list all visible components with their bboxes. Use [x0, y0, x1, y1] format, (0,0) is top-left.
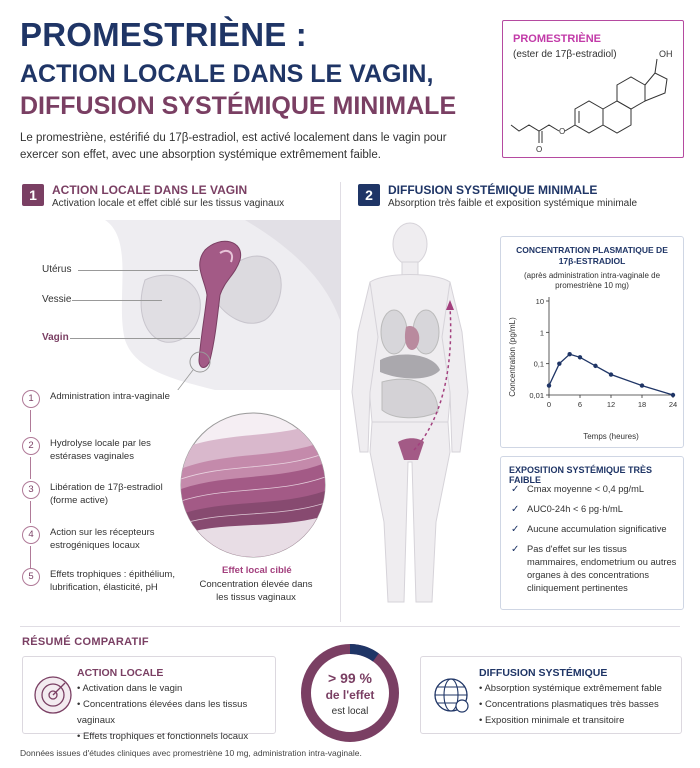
local-action-item: • Concentrations élevées dans les tissus vaginaux [77, 699, 248, 726]
check-icon: ✓ [511, 544, 520, 555]
step-4-number: 4 [22, 526, 40, 544]
chart-axes [549, 297, 673, 395]
section1-subtitle: Activation locale et effet ciblé sur les tissus vaginaux [52, 198, 285, 209]
systemic-card [420, 656, 682, 734]
chart-title: CONCENTRATION PLASMATIQUE DE 17β-ESTRADIOL [516, 245, 668, 266]
chart-xlabel: Temps (heures) [583, 432, 639, 441]
chart-point [609, 372, 613, 376]
local-action-item-text: Activation dans le vagin [82, 683, 183, 694]
step-5-text: Effets trophiques : épithélium, lubrification, élasticité, pH [50, 569, 175, 593]
chart-point [593, 364, 597, 368]
page-title-line2: ACTION LOCALE DANS LE VAGIN, [20, 60, 434, 88]
local-action-list [77, 681, 272, 745]
chart-x-tick-label: 18 [637, 400, 647, 409]
local-effect-donut [285, 638, 415, 748]
systemic-item-text: Exposition minimale et transitoire [484, 715, 625, 726]
chart-y-tick-label: 1 [539, 328, 544, 338]
summary-divider [20, 626, 680, 627]
chart-ticks [529, 297, 677, 409]
summary-title: RÉSUMÉ COMPARATIF [22, 636, 149, 648]
molecule-title: PROMESTRIÈNE [513, 33, 602, 45]
uterus-leader-line [78, 270, 198, 271]
chart-x-tick-label: 6 [577, 400, 583, 409]
exposure-box [500, 456, 684, 610]
chart-x-tick-label: 24 [668, 400, 678, 409]
step-1-text: Administration intra-vaginale [50, 391, 170, 402]
exposure-item-text: Pas d'effet sur les tissus mammaires, endometrium ou autres organes à des concentrations cliniquement pertinentes [527, 544, 677, 593]
section2-subtitle: Absorption très faible et exposition systémique minimale [388, 198, 638, 209]
check-icon: ✓ [511, 504, 520, 515]
systemic-item: • Concentrations plasmatiques très basses [479, 699, 659, 710]
effect-text: Concentration élevée dans les tissus vaginaux [199, 579, 313, 603]
donut-line3: est local [331, 706, 369, 717]
chart-y-tick-label: 0,1 [533, 359, 544, 369]
step-3-number: 3 [22, 481, 40, 499]
systemic-list [479, 681, 679, 729]
page-title-line3: DIFFUSION SYSTÉMIQUE MINIMALE [20, 92, 457, 120]
molecule-structure-diagram [503, 21, 683, 157]
globe-icon [431, 675, 471, 715]
plasma-concentration-chart [500, 236, 684, 448]
check-icon: ✓ [511, 484, 520, 495]
intro-text: Le promestriène, estérifié du 17β-estradiol, est activé localement dans le vagin pour exercer son effet, avec une absorption systémique extrêmement faible. [20, 132, 447, 161]
chart-x-tick-label: 0 [546, 400, 552, 409]
step-4-text: Action sur les récepteurs estrogéniques locaux [50, 527, 155, 551]
footnote: Données issues d'études cliniques avec promestriène 10 mg, administration intra-vaginale. [20, 748, 362, 758]
chart-point [547, 383, 551, 387]
section-divider [340, 182, 341, 622]
section1-title: ACTION LOCALE DANS LE VAGIN [52, 183, 248, 197]
step-1-number: 1 [22, 390, 40, 408]
section1-number: 1 [22, 184, 44, 206]
step-2-text: Hydrolyse locale par les estérases vaginales [50, 438, 151, 462]
donut-value: > 99 % [328, 670, 372, 686]
local-action-title: ACTION LOCALE [77, 667, 164, 679]
tissue-magnification-illustration [178, 410, 328, 560]
pelvic-anatomy-illustration [95, 220, 340, 390]
page-title-line1: PROMESTRIÈNE : [20, 16, 307, 53]
systemic-item: • Absorption systémique extrêmement fable [479, 683, 662, 694]
chart-point [640, 383, 644, 387]
chart-x-tick-label: 12 [606, 400, 616, 409]
step-5-number: 5 [22, 568, 40, 586]
ether-o-label: O [559, 127, 566, 136]
systemic-item: • Exposition minimale et transitoire [479, 715, 625, 726]
local-action-card [22, 656, 276, 742]
effect-title: Effet local ciblé [222, 565, 292, 576]
step-arrow [30, 457, 31, 479]
chart-y-tick-label: 0,01 [529, 391, 544, 400]
chart-point [578, 355, 582, 359]
label-bladder: Vessie [42, 294, 72, 305]
local-action-item-text: Effets trophiques et fonctionnels locaux [82, 731, 249, 742]
donut-line2: de l'effet [325, 688, 375, 702]
local-action-item-text: Concentrations élevées dans les tissus vaginaux [77, 699, 248, 726]
local-action-item: • Activation dans le vagin [77, 683, 183, 694]
step-arrow [30, 546, 31, 568]
label-uterus: Utérus [42, 264, 72, 275]
section2-number: 2 [358, 184, 380, 206]
step-3-text: Libération de 17β-estradiol (forme active) [50, 482, 163, 506]
check-icon: ✓ [511, 524, 520, 535]
molecule-subtitle: (ester de 17β-estradiol) [513, 49, 617, 60]
systemic-title: DIFFUSION SYSTÉMIQUE [479, 667, 608, 679]
chart-y-tick-label: 10 [535, 297, 544, 306]
chart-point [557, 361, 561, 365]
carbonyl-o-label: O [536, 145, 543, 154]
section2-title: DIFFUSION SYSTÉMIQUE MINIMALE [388, 183, 598, 197]
target-icon [33, 675, 73, 715]
vagina-leader-line [70, 338, 200, 339]
exposure-item-text: Cmax moyenne < 0,4 pg/mL [527, 484, 645, 494]
exposure-title: EXPOSITION SYSTÉMIQUE TRÈS FAIBLE [509, 465, 653, 485]
step-2-number: 2 [22, 437, 40, 455]
chart-point [567, 352, 571, 356]
chart-point [671, 393, 675, 397]
systemic-item-text: Concentrations plasmatiques très basses [484, 699, 659, 710]
chart-ylabel: Concentration (pg/mL) [508, 317, 517, 397]
molecule-box [502, 20, 684, 158]
body-illustration [350, 222, 490, 620]
exposure-item-text: AUC0-24h < 6 pg·h/mL [527, 504, 623, 514]
step-arrow [30, 501, 31, 523]
step-arrow [30, 410, 31, 432]
chart-subtitle: (après administration intra-vaginale de promestriène 10 mg) [523, 271, 661, 290]
label-vagina: Vagin [42, 332, 69, 343]
oh-label: OH [659, 49, 673, 59]
exposure-item-text: Aucune accumulation significative [527, 524, 667, 534]
local-action-item: • Effets trophiques et fonctionnels locaux [77, 731, 249, 742]
bladder-leader-line [72, 300, 162, 301]
chart-plot-area [501, 237, 683, 447]
systemic-item-text: Absorption systémique extrêmement fable [484, 683, 662, 694]
